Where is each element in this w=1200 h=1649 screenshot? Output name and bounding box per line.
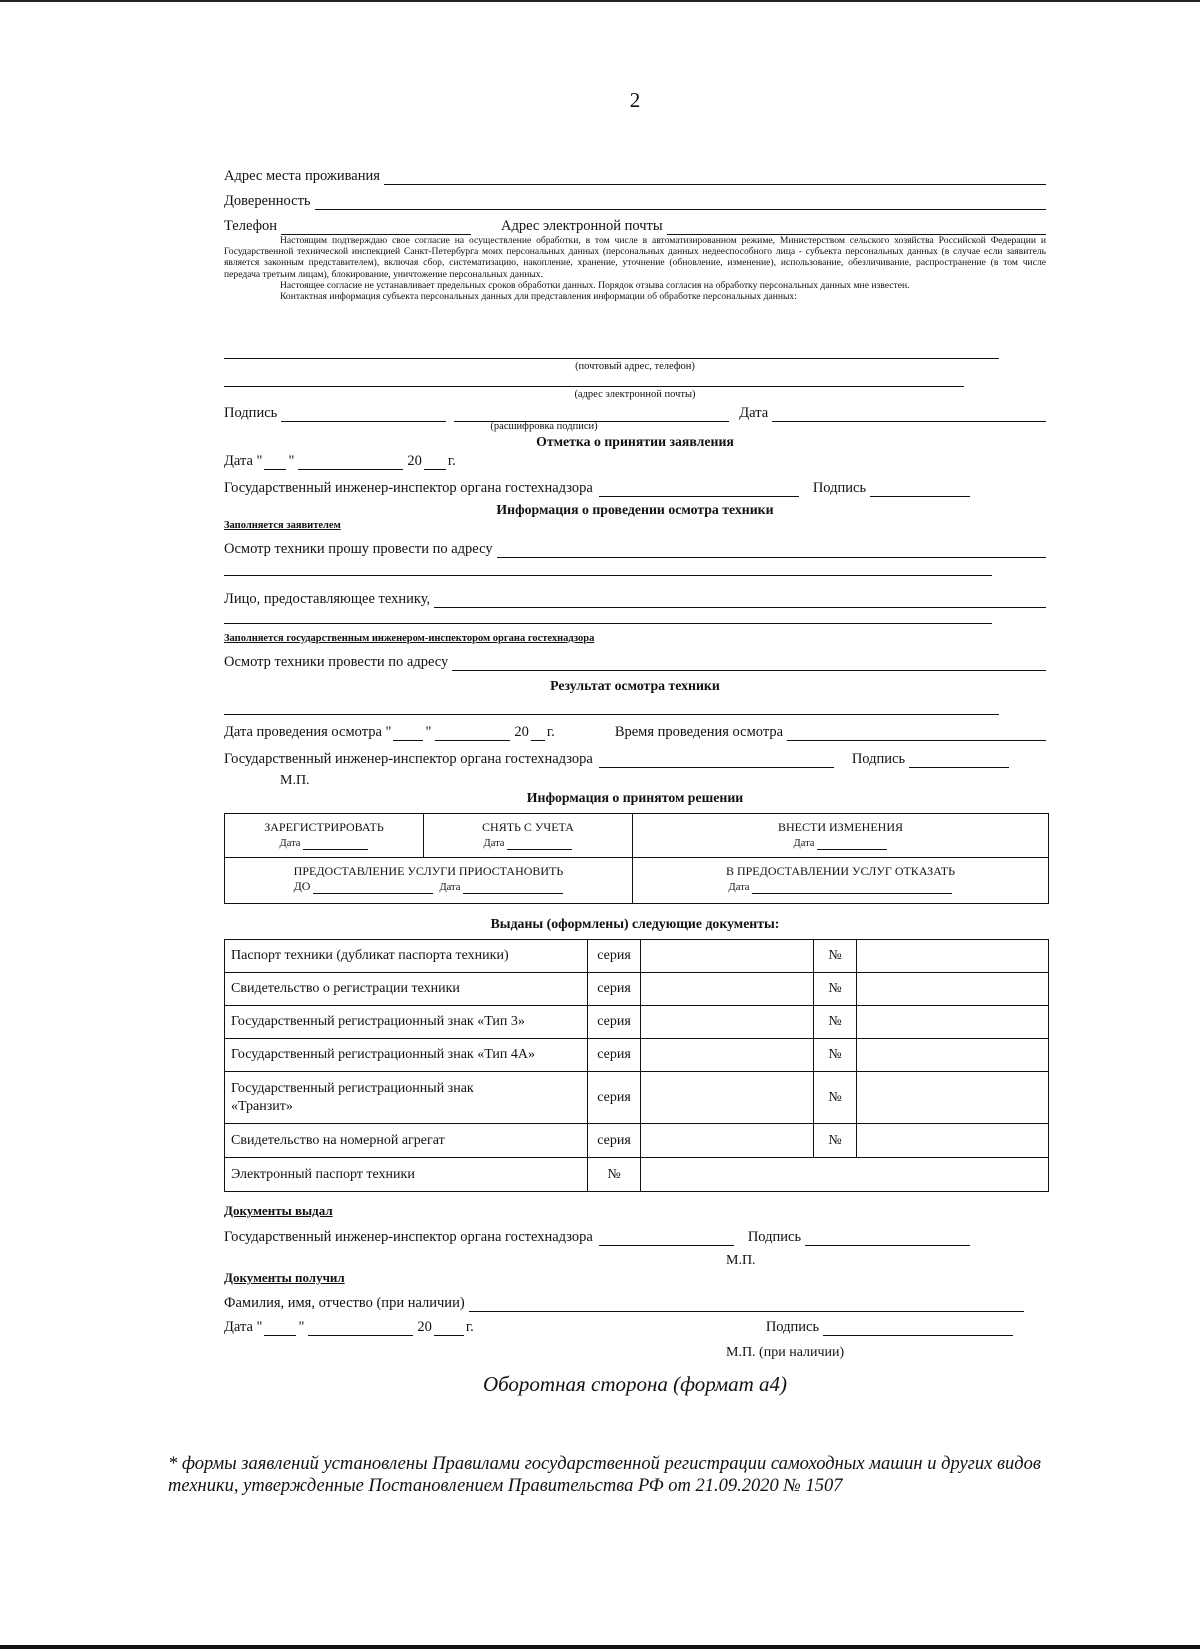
refuse-date-input[interactable] <box>752 882 952 894</box>
address-input[interactable] <box>384 170 1046 185</box>
phone-email-row <box>224 218 1046 235</box>
signature-label: Подпись <box>747 1229 802 1245</box>
register-date-input[interactable] <box>303 838 368 850</box>
decision-register-label: ЗАРЕГИСТРИРОВАТЬ <box>264 820 384 834</box>
series-input-cell[interactable] <box>641 1124 814 1158</box>
inspector-label: Государственный инженер-инспектор органа гостехнадзора <box>224 1229 593 1245</box>
fio-label: Фамилия, имя, отчество (при наличии) <box>224 1295 465 1311</box>
decision-refuse-label: В ПРЕДОСТАВЛЕНИИ УСЛУГ ОТКАЗАТЬ <box>725 864 956 878</box>
inspector-fills-label: Заполняется государственным инженером-инспектором органа гостехнадзора <box>224 633 595 644</box>
series-input-cell[interactable] <box>641 940 814 973</box>
date-label: Дата <box>439 882 461 893</box>
year-suffix: г. <box>546 724 555 740</box>
decision-suspend-cell[interactable] <box>225 858 633 904</box>
series-label-cell: серия <box>588 973 641 1006</box>
consent-paragraph-1: Настоящим подтверждаю свое согласие на осуществление обработки, в том числе в автоматизированном режиме, Министерством сельского хозяйства Российской Федерации и Государственной технической инспекцией Санкт-Петербурга моих персональных данных (персональных данных недееспособного лица - субъекта персональных данных (в случае если заявитель является законным представителем), включая сбор, систематизацию, накопление, хранение, уточнение (обновление, изменение), использование, обезличивание, распространение (в том числе передача третьим лицам), блокирование, уничтожение персональных данных. <box>224 235 1046 280</box>
address-label: Адрес места проживания <box>224 168 380 184</box>
year-prefix: 20 <box>407 453 422 469</box>
acceptance-signature-input[interactable] <box>870 482 970 497</box>
result-line[interactable] <box>224 714 999 715</box>
address-row <box>224 168 1046 185</box>
issued-inspector-row <box>224 1229 1046 1246</box>
date-input[interactable] <box>772 407 1046 422</box>
received-year-input[interactable] <box>434 1321 464 1336</box>
decision-amend-cell[interactable] <box>633 814 1049 858</box>
series-input-cell[interactable] <box>641 1006 814 1039</box>
number-label-cell: № <box>814 940 857 973</box>
signature-label: Подпись <box>851 751 906 767</box>
electronic-number-input-cell[interactable] <box>641 1158 1049 1192</box>
scan-top-edge <box>0 0 1200 2</box>
date-label: Дата <box>728 882 750 893</box>
acceptance-month-input[interactable] <box>298 455 403 470</box>
deregister-date-input[interactable] <box>507 838 572 850</box>
inspection-address-row <box>224 541 1046 558</box>
stamp-label-1: М.П. <box>280 773 310 788</box>
inspector-label: Государственный инженер-инспектор органа гостехнадзора <box>224 751 593 767</box>
signature-decoding-input[interactable] <box>454 407 729 422</box>
series-input-cell[interactable] <box>641 1039 814 1072</box>
postal-caption: (почтовый адрес, телефон) <box>575 361 695 372</box>
result-heading: Результат осмотра техники <box>550 678 720 693</box>
table-row <box>225 1072 1049 1124</box>
received-by-label: Документы получил <box>224 1270 345 1285</box>
number-input-cell[interactable] <box>857 940 1049 973</box>
issued-inspector-input[interactable] <box>599 1231 734 1246</box>
decision-deregister-cell[interactable] <box>424 814 633 858</box>
person-input[interactable] <box>434 593 1046 608</box>
backside-label: Оборотная сторона (формат а4) <box>482 1372 788 1396</box>
acceptance-year-input[interactable] <box>424 455 446 470</box>
decision-register-cell[interactable] <box>225 814 424 858</box>
inspection-address-line-2[interactable] <box>224 575 992 576</box>
suspend-date-input[interactable] <box>463 882 563 894</box>
quote-mark: " <box>288 453 295 469</box>
number-input-cell[interactable] <box>857 1072 1049 1124</box>
result-time-label: Время проведения осмотра <box>614 724 784 740</box>
decision-table <box>224 813 1049 904</box>
email-caption: (адрес электронной почты) <box>574 389 696 400</box>
received-signature-input[interactable] <box>823 1321 1013 1336</box>
email-contact-line[interactable] <box>224 386 964 387</box>
doc-name-cell: Электронный паспорт техники <box>225 1158 588 1192</box>
inspection-conduct-row <box>224 654 1046 671</box>
quote-mark: " <box>298 1319 305 1335</box>
number-label-cell: № <box>588 1158 641 1192</box>
signature-decoding-caption: (расшифровка подписи) <box>490 421 598 432</box>
series-input-cell[interactable] <box>641 1072 814 1124</box>
result-day-input[interactable] <box>393 726 423 741</box>
year-suffix: г. <box>447 453 456 469</box>
inspection-heading: Информация о проведении осмотра техники <box>496 502 774 517</box>
consent-text <box>224 235 1046 302</box>
phone-input[interactable] <box>281 220 471 235</box>
year-prefix: 20 <box>514 724 529 740</box>
inspector-label: Государственный инженер-инспектор органа гостехнадзора <box>224 480 593 496</box>
doc-name-cell: Государственный регистрационный знак «Транзит» <box>225 1072 588 1124</box>
signature-row <box>224 405 1046 422</box>
result-time-input[interactable] <box>787 726 1046 741</box>
until-label: ДО <box>293 879 311 893</box>
series-label-cell: серия <box>588 1124 641 1158</box>
number-label-cell: № <box>814 973 857 1006</box>
person-row <box>224 591 1046 608</box>
power-of-attorney-label: Доверенность <box>224 193 311 209</box>
power-of-attorney-input[interactable] <box>315 195 1046 210</box>
inspection-address-input[interactable] <box>497 543 1046 558</box>
footnote: * формы заявлений установлены Правилами государственной регистрации самоходных машин и других видов техники, утвержденные Постановлением Правительства РФ от 21.09.2020 № 1507 <box>168 1454 1041 1496</box>
decision-heading: Информация о принятом решении <box>526 790 744 805</box>
table-row <box>225 1039 1049 1072</box>
page-number: 2 <box>629 88 641 112</box>
acceptance-date-label: Дата " <box>224 453 263 469</box>
documents-heading: Выданы (оформлены) следующие документы: <box>490 916 780 931</box>
doc-name-cell: Паспорт техники (дубликат паспорта техники) <box>225 940 588 973</box>
decision-refuse-cell[interactable] <box>633 858 1049 904</box>
email-label: Адрес электронной почты <box>501 218 663 234</box>
number-input-cell[interactable] <box>857 973 1049 1006</box>
doc-name-cell: Государственный регистрационный знак «Тип 4А» <box>225 1039 588 1072</box>
received-date-label: Дата " <box>224 1319 263 1335</box>
issued-by-label: Документы выдал <box>224 1203 333 1218</box>
series-input-cell[interactable] <box>641 973 814 1006</box>
result-signature-input[interactable] <box>909 753 1009 768</box>
email-input[interactable] <box>667 220 1046 235</box>
acceptance-date-row <box>224 453 1046 470</box>
number-label-cell: № <box>814 1039 857 1072</box>
year-suffix: г. <box>465 1319 474 1335</box>
decision-amend-label: ВНЕСТИ ИЗМЕНЕНИЯ <box>777 820 903 834</box>
doc-name-cell: Свидетельство о регистрации техники <box>225 973 588 1006</box>
consent-paragraph-3: Контактная информация субъекта персональных данных для представления информации об обработке персональных данных: <box>280 291 797 303</box>
number-label-cell: № <box>814 1006 857 1039</box>
result-month-input[interactable] <box>435 726 510 741</box>
number-input-cell[interactable] <box>857 1006 1049 1039</box>
consent-paragraph-2: Настоящее согласие не устанавливает предельных сроков обработки данных. Порядок отзыва согласия на обработку персональных данных мне известен. <box>280 279 910 291</box>
inspection-address-label: Осмотр техники прошу провести по адресу <box>224 541 493 557</box>
number-input-cell[interactable] <box>857 1039 1049 1072</box>
signature-label: Подпись <box>224 405 278 421</box>
documents-table <box>224 939 1049 1192</box>
suspend-until-input[interactable] <box>313 882 433 894</box>
power-of-attorney-row <box>224 193 1046 210</box>
acceptance-inspector-input[interactable] <box>599 482 799 497</box>
postal-line[interactable] <box>224 358 999 359</box>
received-month-input[interactable] <box>308 1321 413 1336</box>
received-date-row <box>224 1319 1046 1336</box>
result-date-label: Дата проведения осмотра " <box>224 724 392 740</box>
date-label: Дата <box>483 838 505 849</box>
table-row <box>225 1124 1049 1158</box>
result-inspector-row <box>224 751 1046 768</box>
amend-date-input[interactable] <box>817 838 887 850</box>
number-label-cell: № <box>814 1072 857 1124</box>
series-label-cell: серия <box>588 1072 641 1124</box>
date-label: Дата <box>739 405 769 421</box>
result-year-input[interactable] <box>531 726 545 741</box>
signature-input[interactable] <box>281 407 446 422</box>
fio-row <box>224 1295 1024 1312</box>
table-row <box>225 940 1049 973</box>
acceptance-day-input[interactable] <box>264 455 286 470</box>
signature-label: Подпись <box>812 480 867 496</box>
table-row <box>225 1158 1049 1192</box>
fio-input[interactable] <box>469 1297 1024 1312</box>
result-date-row <box>224 724 1046 741</box>
number-input-cell[interactable] <box>857 1124 1049 1158</box>
decision-deregister-label: СНЯТЬ С УЧЕТА <box>482 820 574 834</box>
date-label: Дата <box>279 838 301 849</box>
stamp-label-2: М.П. <box>726 1253 756 1268</box>
doc-name-cell: Свидетельство на номерной агрегат <box>225 1124 588 1158</box>
applicant-fills-label: Заполняется заявителем <box>224 520 341 531</box>
result-inspector-input[interactable] <box>599 753 834 768</box>
inspection-conduct-label: Осмотр техники провести по адресу <box>224 654 449 670</box>
signature-label: Подпись <box>765 1319 820 1335</box>
series-label-cell: серия <box>588 940 641 973</box>
series-label-cell: серия <box>588 1006 641 1039</box>
received-day-input[interactable] <box>264 1321 296 1336</box>
stamp-label-3: М.П. (при наличии) <box>726 1345 845 1360</box>
number-label-cell: № <box>814 1124 857 1158</box>
phone-label: Телефон <box>224 218 277 234</box>
issued-signature-input[interactable] <box>805 1231 970 1246</box>
acceptance-heading: Отметка о принятии заявления <box>536 434 734 449</box>
person-line-2[interactable] <box>224 623 992 624</box>
quote-mark: " <box>425 724 432 740</box>
table-row <box>225 973 1049 1006</box>
scan-bottom-edge <box>0 1645 1200 1649</box>
doc-name-cell: Государственный регистрационный знак «Тип 3» <box>225 1006 588 1039</box>
date-label: Дата <box>793 838 815 849</box>
inspection-conduct-input[interactable] <box>452 656 1046 671</box>
decision-suspend-label: ПРЕДОСТАВЛЕНИЕ УСЛУГИ ПРИОСТАНОВИТЬ <box>293 864 564 878</box>
acceptance-inspector-row <box>224 480 1046 497</box>
person-label: Лицо, предоставляющее технику, <box>224 591 431 607</box>
year-prefix: 20 <box>417 1319 432 1335</box>
table-row <box>225 1006 1049 1039</box>
series-label-cell: серия <box>588 1039 641 1072</box>
